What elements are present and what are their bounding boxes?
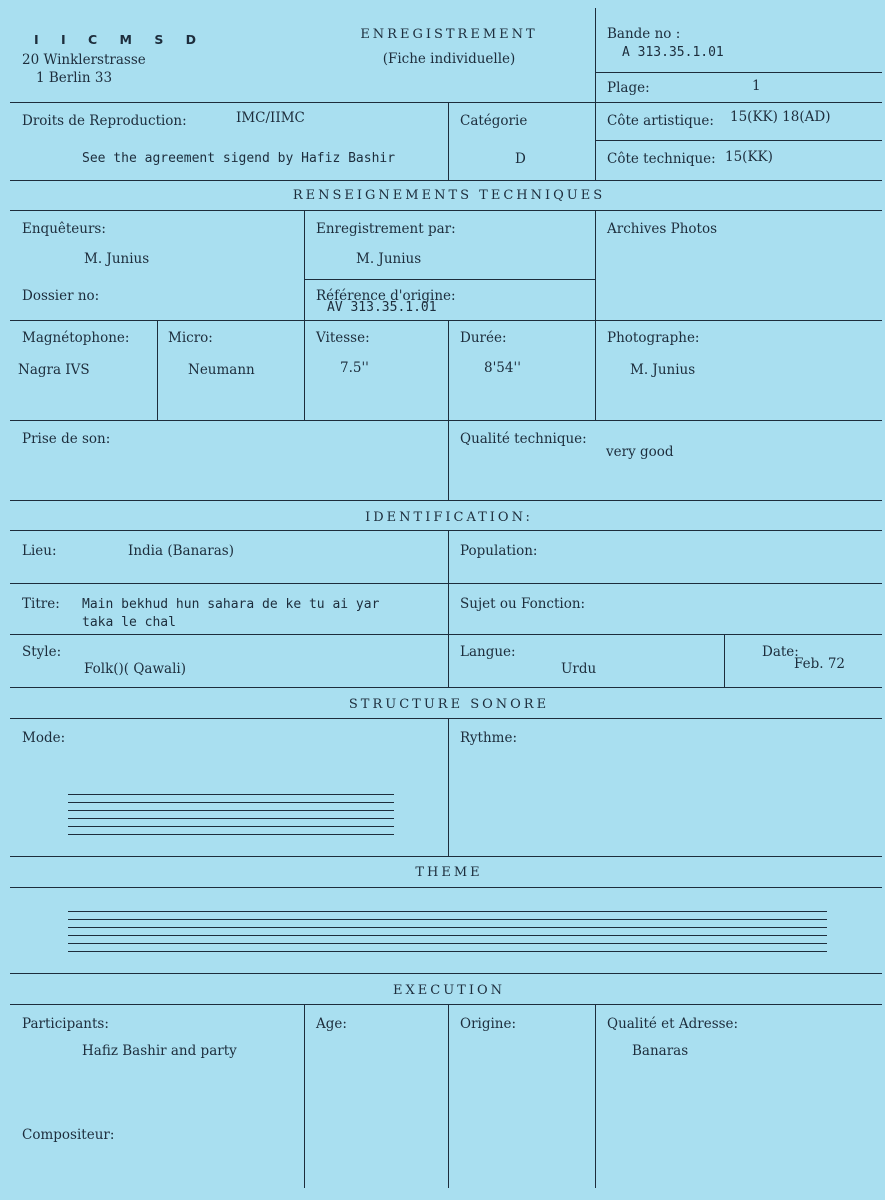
lieu-value: India (Banaras) xyxy=(128,543,235,559)
style-value: Folk()( Qawali) xyxy=(84,661,186,677)
divider xyxy=(448,530,449,687)
bande-label: Bande no : xyxy=(607,26,681,42)
photographe-value: M. Junius xyxy=(630,362,696,378)
rythme-label: Rythme: xyxy=(460,730,518,746)
divider xyxy=(10,102,882,103)
writing-line xyxy=(68,927,827,928)
writing-line xyxy=(68,943,827,944)
section-identification: IDENTIFICATION: xyxy=(365,510,533,525)
writing-line xyxy=(68,919,827,920)
divider xyxy=(304,1004,305,1188)
writing-line xyxy=(68,935,827,936)
plage-value: 1 xyxy=(752,78,761,94)
enreg-par-value: M. Junius xyxy=(356,251,422,267)
bande-value: A 313.35.1.01 xyxy=(622,45,724,60)
writing-line xyxy=(68,810,394,811)
divider xyxy=(10,210,882,211)
participants-label: Participants: xyxy=(22,1016,109,1032)
divider xyxy=(448,320,449,500)
divider xyxy=(10,1004,882,1005)
titre-line1: Main bekhud hun sahara de ke tu ai yar xyxy=(82,597,380,612)
cote-technique-label: Côte technique: xyxy=(607,151,716,167)
reference-value: AV 313.35.1.01 xyxy=(327,300,437,315)
section-theme: THEME xyxy=(415,865,483,880)
form-subtitle: (Fiche individuelle) xyxy=(382,51,516,67)
style-label: Style: xyxy=(22,644,62,660)
divider xyxy=(448,718,449,856)
divider xyxy=(10,973,882,974)
institute-city: 1 Berlin 33 xyxy=(36,70,113,86)
divider xyxy=(724,634,725,687)
droits-label: Droits de Reproduction: xyxy=(22,113,187,129)
qualite-label: Qualité technique: xyxy=(460,431,587,447)
age-label: Age: xyxy=(316,1016,347,1032)
section-execution: EXECUTION xyxy=(393,983,505,998)
lieu-label: Lieu: xyxy=(22,543,57,559)
date-label: Date: xyxy=(762,644,799,660)
droits-value: IMC/IIMC xyxy=(236,110,305,126)
divider xyxy=(304,210,305,420)
divider xyxy=(10,718,882,719)
divider xyxy=(304,279,595,280)
reference-label: Référence d'origine: xyxy=(316,288,456,304)
writing-line xyxy=(68,911,827,912)
qualite-adresse-value: Banaras xyxy=(632,1043,689,1059)
photographe-label: Photographe: xyxy=(607,330,700,346)
enqueteurs-label: Enquêteurs: xyxy=(22,221,106,237)
divider xyxy=(10,856,882,857)
mode-label: Mode: xyxy=(22,730,66,746)
langue-label: Langue: xyxy=(460,644,516,660)
duree-value: 8'54'' xyxy=(484,360,521,376)
sujet-label: Sujet ou Fonction: xyxy=(460,596,586,612)
divider xyxy=(157,320,158,420)
date-value: Feb. 72 xyxy=(794,656,846,672)
divider xyxy=(10,530,882,531)
divider xyxy=(10,320,882,321)
micro-label: Micro: xyxy=(168,330,213,346)
institute-street: 20 Winklerstrasse xyxy=(22,52,146,68)
writing-line xyxy=(68,818,394,819)
titre-line2: taka le chal xyxy=(82,615,176,630)
vitesse-value: 7.5'' xyxy=(340,360,369,376)
magneto-label: Magnétophone: xyxy=(22,330,130,346)
cote-technique-value: 15(KK) xyxy=(725,149,773,165)
titre-label: Titre: xyxy=(22,596,60,612)
droits-note: See the agreement sigend by Hafiz Bashir xyxy=(82,151,396,166)
writing-line xyxy=(68,834,394,835)
dossier-label: Dossier no: xyxy=(22,288,100,304)
divider xyxy=(448,103,449,180)
qualite-adresse-label: Qualité et Adresse: xyxy=(607,1016,739,1032)
divider xyxy=(595,210,596,420)
archives-label: Archives Photos xyxy=(607,221,717,237)
divider xyxy=(10,583,882,584)
langue-value: Urdu xyxy=(561,661,597,677)
divider xyxy=(10,420,882,421)
qualite-value: very good xyxy=(606,444,674,460)
institute-logo: I I C M S D xyxy=(34,32,206,47)
divider xyxy=(448,1004,449,1188)
divider xyxy=(595,8,596,180)
participants-value: Hafiz Bashir and party xyxy=(82,1043,237,1059)
divider xyxy=(10,180,882,181)
divider xyxy=(595,140,882,141)
plage-label: Plage: xyxy=(607,80,650,96)
section-technique: RENSEIGNEMENTS TECHNIQUES xyxy=(292,188,606,203)
categorie-label: Catégorie xyxy=(460,113,528,129)
cote-artistique-label: Côte artistique: xyxy=(607,113,714,129)
prise-label: Prise de son: xyxy=(22,431,111,447)
origine-label: Origine: xyxy=(460,1016,517,1032)
writing-line xyxy=(68,951,827,952)
vitesse-label: Vitesse: xyxy=(316,330,370,346)
writing-line xyxy=(68,826,394,827)
population-label: Population: xyxy=(460,543,538,559)
enqueteurs-value: M. Junius xyxy=(84,251,150,267)
divider xyxy=(10,500,882,501)
divider xyxy=(10,634,882,635)
categorie-value: D xyxy=(515,151,526,167)
form-title: ENREGISTREMENT xyxy=(360,27,538,42)
compositeur-label: Compositeur: xyxy=(22,1127,115,1143)
micro-value: Neumann xyxy=(188,362,255,378)
divider xyxy=(595,72,882,73)
writing-line xyxy=(68,802,394,803)
divider xyxy=(10,687,882,688)
cote-artistique-value: 15(KK) 18(AD) xyxy=(730,109,831,125)
writing-line xyxy=(68,794,394,795)
divider xyxy=(595,1004,596,1188)
section-structure: STRUCTURE SONORE xyxy=(348,697,550,712)
magneto-value: Nagra IVS xyxy=(18,362,90,378)
divider xyxy=(10,887,882,888)
enreg-par-label: Enregistrement par: xyxy=(316,221,456,237)
duree-label: Durée: xyxy=(460,330,507,346)
